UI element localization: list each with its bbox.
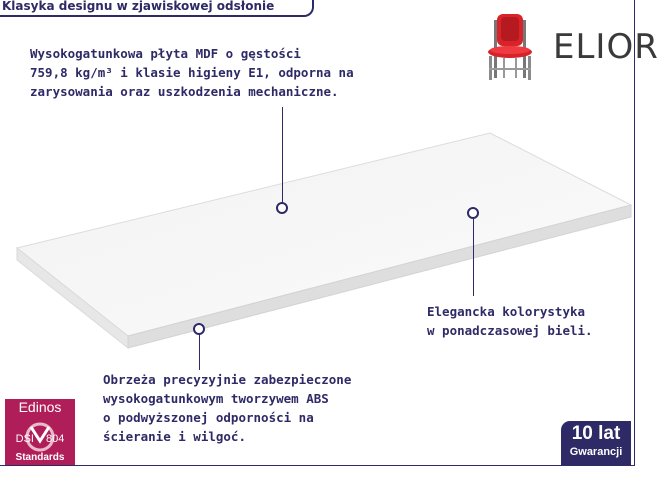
marker-material [276, 202, 288, 214]
edinos-badge [5, 399, 75, 465]
edinos-code-right: 804 [45, 433, 65, 445]
annotation-line: ścieranie i wilgoć. [103, 429, 246, 444]
annotation-line: o podwyższonej odporności na [103, 410, 314, 425]
annotation-line: Wysokogatunkowa płyta MDF o gęstości [30, 46, 301, 61]
warranty-badge [561, 421, 631, 465]
warranty-years: 10 lat [571, 423, 621, 444]
annotation-line: 759,8 kg/m³ i klasie higieny E1, odporna na [30, 65, 354, 80]
brand-name: ELIOR [553, 27, 659, 67]
annotation-line: w ponadczasowej bieli. [427, 323, 593, 338]
leader-line-material [282, 107, 283, 204]
annotation-line: Elegancka kolorystyka [427, 304, 586, 319]
annotation-line: wysokogatunkowym tworzywem ABS [103, 391, 329, 406]
marker-color [467, 207, 479, 219]
annotation-material [30, 44, 354, 101]
warranty-label: Gwarancji [569, 446, 623, 458]
annotation-line: Obrzeża precyzyjnie zabezpieczone [103, 372, 352, 387]
edinos-code-left: DSI [15, 433, 34, 445]
page-title: Klasyka designu w zjawiskowej odsłonie [0, 0, 314, 17]
edinos-standards-label: Standards [15, 452, 65, 463]
leader-line-color [473, 218, 474, 296]
annotation-color [427, 302, 593, 340]
leader-line-edges [199, 334, 200, 370]
annotation-line: zarysowania oraz uszkodzenia mechaniczne. [30, 84, 339, 99]
annotation-edges [103, 370, 351, 446]
edinos-name: Edinos [18, 399, 62, 415]
edinos-code [5, 433, 75, 445]
marker-edges [193, 323, 205, 335]
